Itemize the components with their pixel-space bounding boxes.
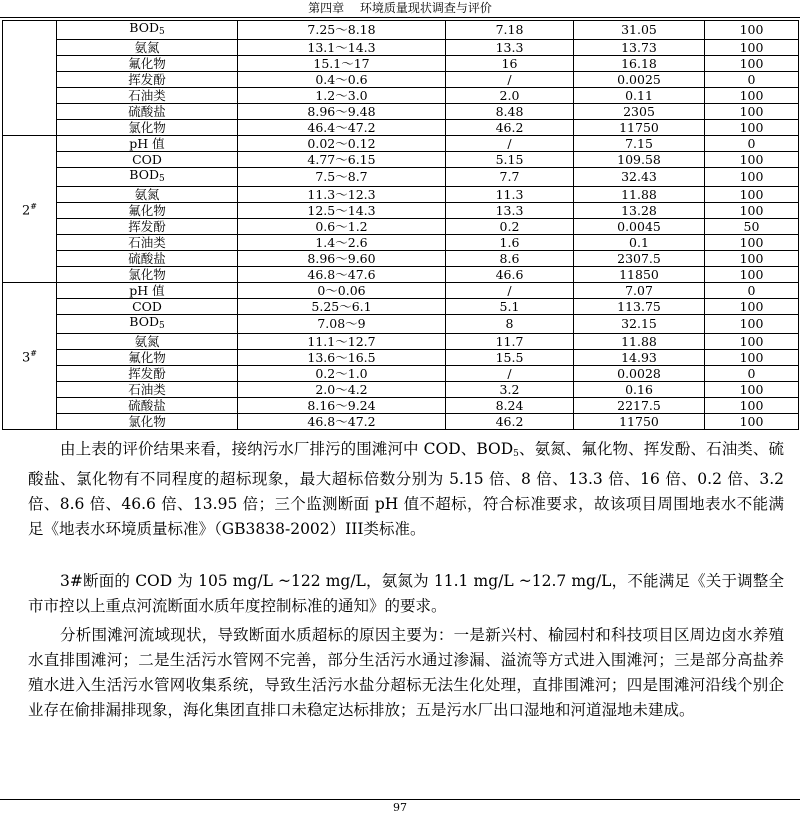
monitoring-site-cell [3,136,57,283]
table-cell: 氟化物 [57,350,238,366]
table-cell: 12.5～14.3 [238,203,446,219]
table-cell: 46.8～47.6 [238,267,446,283]
table-cell: 1.4～2.6 [238,235,446,251]
table-cell: 100 [705,104,799,120]
table-row [3,235,799,251]
table-cell: 挥发酚 [57,72,238,88]
table-cell: COD [57,152,238,168]
table-cell: pH 值 [57,136,238,152]
table-row [3,299,799,315]
table-cell: 5.15 [446,152,574,168]
paragraph-evaluation-summary: 由上表的评价结果来看，接纳污水厂排污的围滩河中 COD、$BOD_5$、氨氮、氟化物、挥发酚、石油类、硫酸盐、氯化物有不同程度的超标现象，最大超标倍数分别为 5.15 倍、8 倍、13.3 倍、16 倍、0.2 倍、3.2 倍、8.6 倍、46.6 倍、13.95 倍；三个监测断面 pH 值不超标，符合标准要求，故该项目周围地表水不能满足《地表水环境质量标准》（GB3838-2002）III类标准。 [28,440,784,538]
table-cell: 2.0～4.2 [238,382,446,398]
table-row [3,40,799,56]
site-label-sup: # [30,201,37,211]
table-cell: 0 [705,72,799,88]
table-cell: 11.88 [574,187,705,203]
table-row [3,152,799,168]
table-cell: 46.6 [446,267,574,283]
table-cell: 100 [705,382,799,398]
table-cell: 46.2 [446,120,574,136]
footer-rule [0,799,800,800]
table-row [3,251,799,267]
table-cell: 100 [705,235,799,251]
table-cell: 0 [705,283,799,299]
table-cell: 100 [705,203,799,219]
table-cell: 11.3～12.3 [238,187,446,203]
site-label: 3 [22,350,31,366]
table-row [3,88,799,104]
table-cell: 氟化物 [57,56,238,72]
table-cell: / [446,72,574,88]
table-cell: 0.16 [574,382,705,398]
table-cell: 100 [705,267,799,283]
paragraph-section-3: 3#断面的 COD 为 105 mg/L ~122 mg/L，氨氮为 11.1 mg/L ~12.7 mg/L，不能满足《关于调整全市市控以上重点河流断面水质年度控制标准的通知》的要求。 [28,572,784,615]
table-cell: 石油类 [57,88,238,104]
page-number: 97 [393,801,407,814]
table-row [3,283,799,299]
table-row [3,219,799,235]
table-cell: 100 [705,187,799,203]
table-cell: 石油类 [57,235,238,251]
table-cell: 5.1 [446,299,574,315]
table-cell: 11.3 [446,187,574,203]
table-cell: 100 [705,299,799,315]
table-cell: 7.07 [574,283,705,299]
table-cell: 13.3 [446,40,574,56]
table-row [3,203,799,219]
table-cell: 8.48 [446,104,574,120]
table-cell: 0.1 [574,235,705,251]
table-cell: 2217.5 [574,398,705,414]
table-row [3,56,799,72]
table-cell: $BOD_5$ [57,168,238,187]
table-cell: 16.18 [574,56,705,72]
table-cell: 100 [705,168,799,187]
table-cell: 0.0028 [574,366,705,382]
table-cell: 1.6 [446,235,574,251]
table-cell: 氨氮 [57,334,238,350]
table-cell: / [446,283,574,299]
table-cell: 13.6～16.5 [238,350,446,366]
table-cell: 46.2 [446,414,574,430]
table-cell: 2.0 [446,88,574,104]
table-cell: 15.1～17 [238,56,446,72]
table-cell: 5.25～6.1 [238,299,446,315]
table-cell: 32.15 [574,315,705,334]
table-row [3,168,799,187]
table-cell: 0.2～1.0 [238,366,446,382]
table-cell: 8.24 [446,398,574,414]
monitoring-site-cell [3,21,57,136]
table-row [3,366,799,382]
table-cell: 15.5 [446,350,574,366]
table-cell: 7.08～9 [238,315,446,334]
table-row [3,187,799,203]
table-cell: 8.6 [446,251,574,267]
table-cell: 13.28 [574,203,705,219]
table-cell: 7.15 [574,136,705,152]
table-cell: 石油类 [57,382,238,398]
table-cell: 0 [705,366,799,382]
table-cell: 7.7 [446,168,574,187]
table-cell: 挥发酚 [57,366,238,382]
table-cell: 11750 [574,414,705,430]
table-cell: 0.11 [574,88,705,104]
table-row [3,267,799,283]
table-cell: 8.16～9.24 [238,398,446,414]
table-cell: 8.96～9.60 [238,251,446,267]
table-body [3,21,799,430]
table-cell: 7.25～8.18 [238,21,446,40]
table-row [3,334,799,350]
table-cell: 100 [705,120,799,136]
site-label: 2 [22,203,31,219]
table-cell: 3.2 [446,382,574,398]
table-cell: 16 [446,56,574,72]
table-cell: 氨氮 [57,187,238,203]
table-cell: pH 值 [57,283,238,299]
site-label-sup: # [30,348,37,358]
table-cell: 100 [705,334,799,350]
table-cell: 硫酸盐 [57,251,238,267]
table-cell: $BOD_5$ [57,315,238,334]
table-cell: 100 [705,152,799,168]
table-cell: 氟化物 [57,203,238,219]
table-cell: 7.5～8.7 [238,168,446,187]
table-cell: 0.02～0.12 [238,136,446,152]
table-row [3,104,799,120]
table-row [3,120,799,136]
table-cell: 46.8～47.2 [238,414,446,430]
table-cell: 13.73 [574,40,705,56]
table-cell: 11850 [574,267,705,283]
table-cell: 7.18 [446,21,574,40]
table-cell: 2307.5 [574,251,705,267]
table-cell: 11750 [574,120,705,136]
paragraph-cause-analysis: 分析围滩河流域现状，导致断面水质超标的原因主要为：一是新兴村、榆园村和科技项目区周边卤水养殖水直排围滩河；二是生活污水管网不完善，部分生活污水通过渗漏、溢流等方式进入围滩河；三是部分高盐养殖水进入生活污水管网收集系统，导致生活污水盐分超标无法生化处理，直排围滩河；四是围滩河沿线个别企业存在偷排漏排现象，海化集团直排口未稳定达标排放；五是污水厂出口湿地和河道湿地未建成。 [28,626,784,719]
table-cell: 硫酸盐 [57,398,238,414]
table-row [3,382,799,398]
table-cell: 0～0.06 [238,283,446,299]
table-cell: 氯化物 [57,120,238,136]
table-cell: / [446,136,574,152]
table-cell: 100 [705,350,799,366]
table-row [3,136,799,152]
table-cell: 氨氮 [57,40,238,56]
table-cell: COD [57,299,238,315]
table-cell: 氯化物 [57,414,238,430]
table-cell: 硫酸盐 [57,104,238,120]
table-cell: 11.1～12.7 [238,334,446,350]
table-cell: 46.4～47.2 [238,120,446,136]
table-cell: 13.1～14.3 [238,40,446,56]
table-cell: 100 [705,56,799,72]
table-cell: / [446,366,574,382]
table-cell: 0.6～1.2 [238,219,446,235]
table-cell: 50 [705,219,799,235]
chapter-label: 第四章 [308,1,345,15]
table-row [3,398,799,414]
table-row [3,414,799,430]
table-cell: 8 [446,315,574,334]
table-cell: 11.88 [574,334,705,350]
table-row [3,350,799,366]
table-cell: 0 [705,136,799,152]
table-cell: 100 [705,21,799,40]
table-cell: 0.4～0.6 [238,72,446,88]
table-cell: 100 [705,40,799,56]
table-cell: 32.43 [574,168,705,187]
page-header [0,0,800,18]
table-cell: 100 [705,251,799,267]
table-cell: 0.0045 [574,219,705,235]
table-cell: 0.2 [446,219,574,235]
table-cell: 0.0025 [574,72,705,88]
table-cell: 113.75 [574,299,705,315]
water-quality-table [2,20,799,430]
table-cell: $BOD_5$ [57,21,238,40]
monitoring-site-cell [3,283,57,430]
table-cell: 11.7 [446,334,574,350]
table-cell: 109.58 [574,152,705,168]
table-cell: 2305 [574,104,705,120]
table-cell: 100 [705,414,799,430]
table-cell: 100 [705,398,799,414]
table-cell: 氯化物 [57,267,238,283]
table-cell: 4.77～6.15 [238,152,446,168]
table-row [3,72,799,88]
table-cell: 13.3 [446,203,574,219]
table-cell: 14.93 [574,350,705,366]
table-cell: 挥发酚 [57,219,238,235]
table-row [3,315,799,334]
chapter-title: 环境质量现状调查与评价 [359,1,492,15]
table-cell: 100 [705,88,799,104]
table-cell: 1.2～3.0 [238,88,446,104]
table-row [3,21,799,40]
table-cell: 31.05 [574,21,705,40]
table-cell: 8.96～9.48 [238,104,446,120]
table-cell: 100 [705,315,799,334]
